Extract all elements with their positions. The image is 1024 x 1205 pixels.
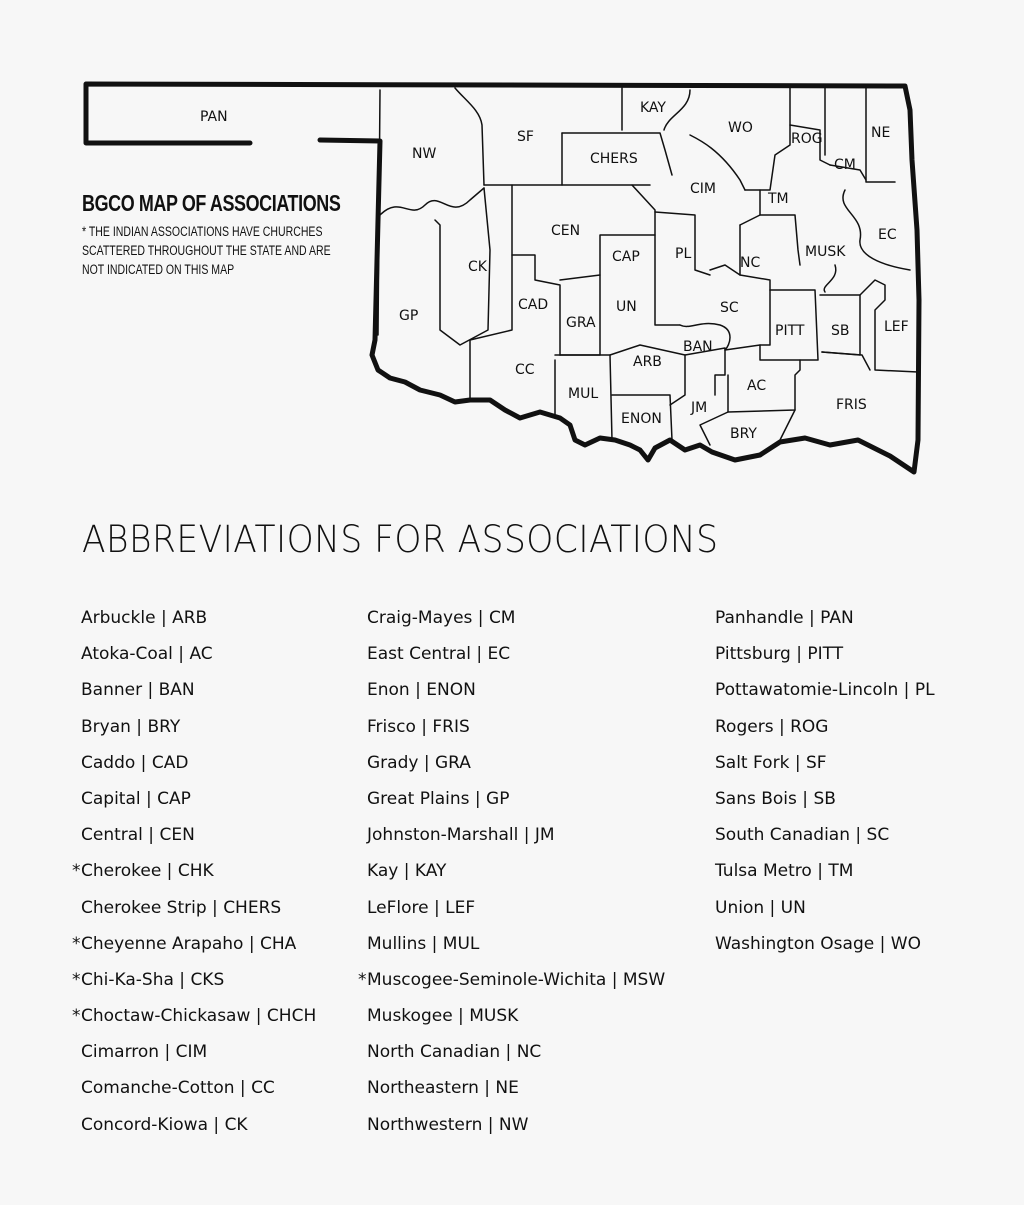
association-name: Muscogee-Seminole-Wichita: [367, 969, 607, 990]
association-map: [0, 0, 1024, 500]
region-label-pl: PL: [675, 246, 692, 262]
association-abbreviation: AC: [189, 644, 213, 665]
region-label-wo: WO: [728, 120, 753, 136]
association-abbreviation: BAN: [158, 680, 195, 701]
region-label-sc: SC: [720, 300, 739, 316]
abbreviation-item: Bryan | BRY: [81, 716, 181, 737]
abbreviation-item: Kay | KAY: [367, 861, 447, 882]
region-label-un: UN: [616, 299, 637, 315]
region-label-bry: BRY: [730, 426, 757, 442]
association-name: Muskogee: [367, 1006, 453, 1027]
association-abbreviation: CM: [488, 608, 516, 628]
association-name: Banner: [81, 680, 143, 701]
region-label-nc: NC: [740, 255, 761, 271]
association-name: Kay: [367, 861, 399, 882]
abbreviation-item: LeFlore | LEF: [367, 897, 476, 918]
abbreviation-item: Comanche-Cotton | CC: [81, 1078, 275, 1099]
region-label-cm: CM: [834, 157, 856, 173]
abbreviation-item: Arbuckle | ARB: [81, 608, 208, 628]
association-abbreviation: CHK: [177, 861, 214, 882]
association-name: Pottawatomie-Lincoln: [715, 680, 899, 701]
association-name: Cheyenne Arapaho: [81, 933, 244, 954]
abbreviation-item: Muskogee | MUSK: [367, 1006, 519, 1027]
association-name: Arbuckle: [81, 608, 156, 628]
abbreviation-item: *Muscogee-Seminole-Wichita | MSW: [358, 969, 666, 990]
abbreviation-item: Cimarron | CIM: [81, 1042, 208, 1063]
abbreviation-item: *Chi-Ka-Sha | CKS: [72, 969, 225, 990]
region-label-enon: ENON: [621, 411, 662, 427]
association-abbreviation: EC: [487, 644, 511, 665]
association-abbreviation: CAD: [151, 752, 189, 773]
region-label-ban: BAN: [683, 339, 713, 355]
region-label-cen: CEN: [551, 223, 581, 239]
abbreviation-item: Northeastern | NE: [367, 1078, 519, 1099]
association-name: Craig-Mayes: [367, 608, 473, 628]
association-name: East Central: [367, 644, 471, 665]
association-abbreviation: PAN: [820, 608, 854, 628]
region-label-jm: JM: [691, 400, 708, 416]
association-abbreviation: GP: [486, 788, 510, 809]
region-label-sb: SB: [831, 323, 850, 339]
association-abbreviation: CEN: [159, 825, 195, 846]
region-label-cim: CIM: [690, 181, 716, 197]
region-label-cap: CAP: [612, 249, 640, 265]
region-label-ac: AC: [747, 378, 767, 394]
association-name: Pittsburg: [715, 644, 791, 665]
association-name: Union: [715, 897, 765, 918]
association-abbreviation: PITT: [807, 644, 844, 665]
abbreviation-item: Atoka-Coal | AC: [81, 644, 213, 665]
region-label-mul: MUL: [568, 386, 599, 402]
region-label-gra: GRA: [566, 315, 596, 331]
association-abbreviation: TM: [828, 861, 854, 882]
abbreviation-item: Banner | BAN: [81, 680, 195, 701]
region-label-pan: PAN: [200, 109, 228, 125]
association-name: Cherokee: [81, 861, 162, 882]
abbreviation-item: *Choctaw-Chickasaw | CHCH: [72, 1006, 317, 1027]
association-name: Choctaw-Chickasaw: [81, 1006, 251, 1027]
association-abbreviation: BRY: [147, 716, 181, 737]
region-label-fris: FRIS: [836, 397, 867, 413]
abbreviation-item: Sans Bois | SB: [715, 788, 836, 809]
region-label-chers: CHERS: [590, 151, 638, 167]
association-name: Cherokee Strip: [81, 897, 207, 918]
association-name: South Canadian: [715, 825, 850, 846]
association-name: Enon: [367, 680, 410, 701]
association-abbreviation: SF: [805, 752, 827, 773]
abbreviation-item: *Cheyenne Arapaho | CHA: [72, 933, 297, 954]
association-name: Frisco: [367, 716, 416, 737]
region-label-lef: LEF: [884, 319, 909, 335]
abbreviation-item: Caddo | CAD: [81, 752, 189, 773]
abbreviation-item: Union | UN: [715, 897, 806, 918]
association-name: Northwestern: [367, 1114, 483, 1135]
abbreviation-item: *Cherokee | CHK: [72, 861, 214, 882]
association-name: LeFlore: [367, 897, 429, 918]
association-abbreviation: SC: [866, 825, 890, 846]
association-abbreviation: MUL: [442, 933, 480, 954]
association-name: North Canadian: [367, 1042, 501, 1063]
association-abbreviation: SB: [813, 788, 836, 809]
association-name: Comanche-Cotton: [81, 1078, 235, 1099]
abbreviation-item: Concord-Kiowa | CK: [81, 1114, 248, 1135]
abbreviation-item: Mullins | MUL: [367, 933, 480, 954]
map-title: BGCO MAP OF ASSOCIATIONS: [82, 190, 341, 216]
association-abbreviation: CHERS: [223, 897, 282, 918]
region-label-sf: SF: [517, 129, 534, 145]
abbreviation-item: Salt Fork | SF: [715, 752, 827, 773]
region-label-cc: CC: [515, 362, 535, 378]
abbreviation-column-2: [358, 608, 666, 1151]
association-name: Johnston-Marshall: [367, 825, 519, 846]
region-label-kay: KAY: [640, 100, 666, 116]
association-abbreviation: FRIS: [432, 716, 470, 737]
abbreviation-item: Grady | GRA: [367, 752, 471, 773]
association-name: Concord-Kiowa: [81, 1114, 209, 1135]
association-abbreviation: CKS: [190, 969, 225, 990]
association-name: Atoka-Coal: [81, 644, 173, 665]
association-abbreviation: PL: [914, 680, 935, 701]
association-abbreviation: MSW: [622, 969, 666, 990]
association-name: Panhandle: [715, 608, 804, 628]
association-abbreviation: CC: [251, 1078, 275, 1099]
abbreviation-item: Cherokee Strip | CHERS: [81, 897, 282, 918]
association-name: Chi-Ka-Sha: [81, 969, 174, 990]
association-abbreviation: CIM: [175, 1042, 208, 1063]
abbreviation-item: Northwestern | NW: [367, 1114, 529, 1135]
abbreviation-item: Pittsburg | PITT: [715, 644, 844, 665]
region-label-musk: MUSK: [805, 244, 846, 260]
association-abbreviation: ENON: [426, 680, 476, 701]
association-abbreviation: CHCH: [266, 1006, 317, 1027]
association-abbreviation: CK: [224, 1114, 248, 1135]
association-abbreviation: JM: [534, 825, 555, 846]
abbreviation-item: Pottawatomie-Lincoln | PL: [715, 680, 935, 701]
region-label-gp: GP: [399, 308, 419, 324]
abbreviation-item: North Canadian | NC: [367, 1042, 542, 1063]
abbreviation-item: Washington Osage | WO: [715, 933, 921, 954]
abbreviation-column-1: [72, 608, 317, 1151]
association-name: Bryan: [81, 716, 131, 737]
region-label-ec: EC: [878, 227, 897, 243]
map-note: * THE INDIAN ASSOCIATIONS HAVE CHURCHES SCATTERED THROUGHOUT THE STATE AND ARE NOT INDICATED ON THIS MAP: [82, 224, 331, 277]
abbreviation-item: Tulsa Metro | TM: [715, 861, 854, 882]
association-name: Central: [81, 825, 143, 846]
association-name: Great Plains: [367, 788, 470, 809]
abbreviation-item: Frisco | FRIS: [367, 716, 470, 737]
association-abbreviation: CAP: [157, 788, 191, 809]
association-abbreviation: GRA: [434, 752, 471, 773]
association-abbreviation: MUSK: [469, 1006, 519, 1027]
region-label-tm: TM: [768, 191, 789, 207]
abbreviation-item: Rogers | ROG: [715, 716, 829, 737]
association-name: Northeastern: [367, 1078, 479, 1099]
association-abbreviation: NW: [498, 1114, 529, 1135]
region-label-ck: CK: [468, 259, 487, 275]
abbreviation-item: Great Plains | GP: [367, 788, 510, 809]
association-name: Rogers: [715, 716, 774, 737]
abbreviation-item: Panhandle | PAN: [715, 608, 854, 628]
association-name: Grady: [367, 752, 419, 773]
association-name: Washington Osage: [715, 933, 875, 954]
association-name: Tulsa Metro: [715, 861, 812, 882]
association-abbreviation: UN: [780, 897, 806, 918]
abbreviation-item: Central | CEN: [81, 825, 195, 846]
region-label-cad: CAD: [518, 297, 549, 313]
association-abbreviation: NE: [495, 1078, 519, 1099]
association-name: Mullins: [367, 933, 427, 954]
abbreviation-item: Craig-Mayes | CM: [367, 608, 516, 628]
association-abbreviation: KAY: [414, 861, 447, 882]
association-name: Cimarron: [81, 1042, 160, 1063]
association-abbreviation: ROG: [790, 716, 829, 737]
abbreviation-item: Capital | CAP: [81, 788, 191, 809]
association-name: Caddo: [81, 752, 136, 773]
association-abbreviation: NC: [516, 1042, 542, 1063]
abbreviation-item: East Central | EC: [367, 644, 511, 665]
association-name: Sans Bois: [715, 788, 797, 809]
association-name: Salt Fork: [715, 752, 790, 773]
association-abbreviation: LEF: [445, 897, 476, 918]
region-label-rog: ROG: [791, 131, 823, 147]
region-label-arb: ARB: [633, 354, 662, 370]
abbreviation-item: South Canadian | SC: [715, 825, 890, 846]
association-abbreviation: ARB: [172, 608, 208, 628]
region-label-nw: NW: [412, 146, 437, 162]
region-label-ne: NE: [871, 125, 891, 141]
abbreviation-column-3: [715, 608, 935, 970]
association-abbreviation: WO: [890, 933, 921, 954]
association-abbreviation: CHA: [260, 933, 297, 954]
abbreviation-item: Johnston-Marshall | JM: [367, 825, 555, 846]
association-name: Capital: [81, 788, 141, 809]
region-borders: [378, 88, 918, 445]
abbreviations-heading: ABBREVIATIONS FOR ASSOCIATIONS: [82, 518, 719, 561]
abbreviation-item: Enon | ENON: [367, 680, 476, 701]
region-label-pitt: PITT: [775, 323, 805, 339]
